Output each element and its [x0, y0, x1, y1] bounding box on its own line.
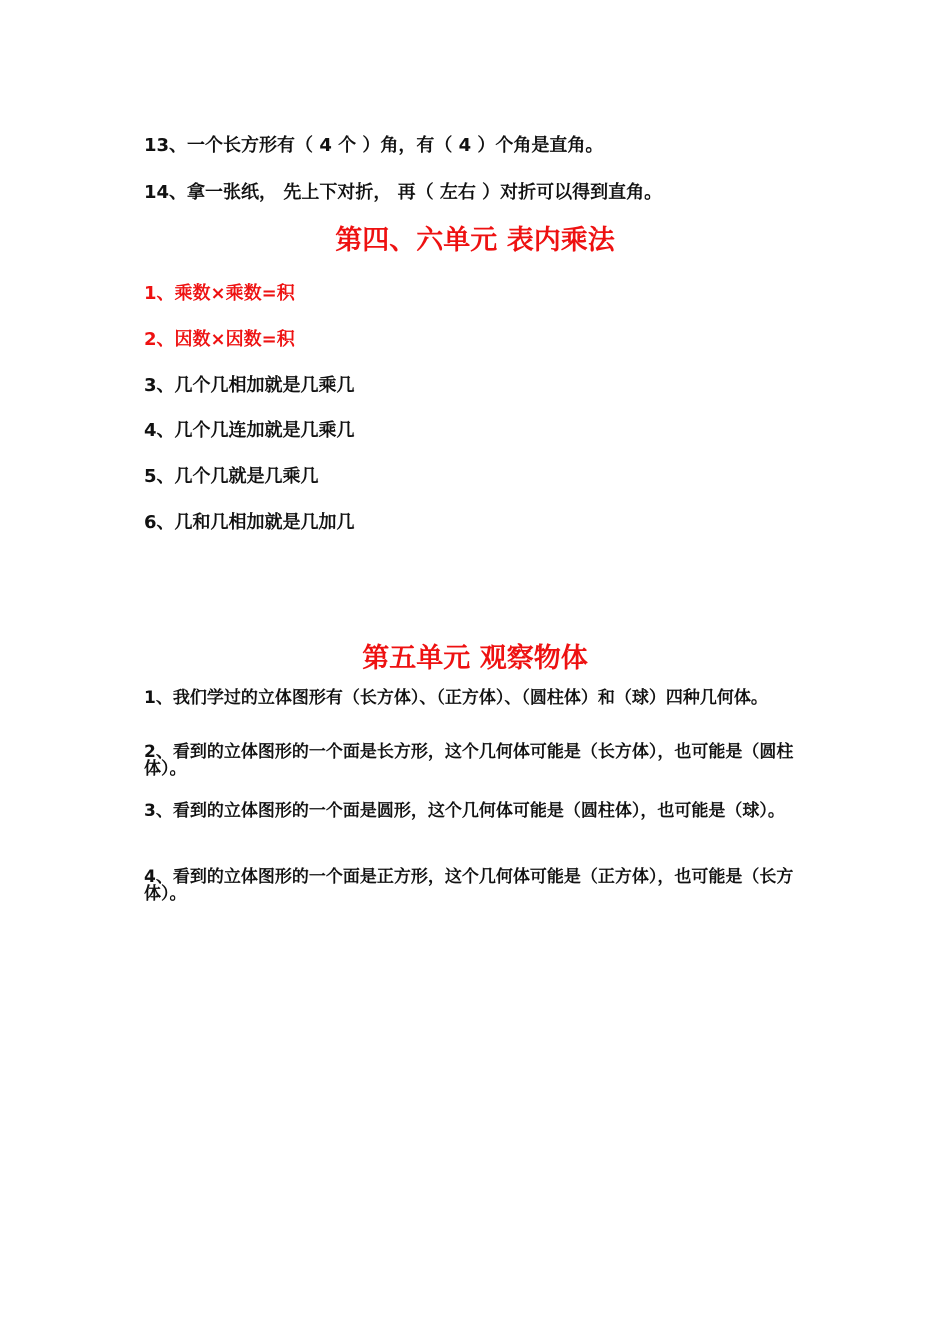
section5-title: 第五单元 观察物体: [362, 643, 588, 674]
section4-item-4: 4、几个几连加就是几乘几: [144, 420, 355, 441]
section5-item-4: 4、看到的立体图形的一个面是正方形，这个几何体可能是（正方体），也可能是（长方体）。: [144, 867, 794, 904]
section4-item-1: 1、乘数×乘数=积: [144, 283, 295, 304]
section5-item-2: 2、看到的立体图形的一个面是长方形，这个几何体可能是（长方体），也可能是（圆柱体）。: [144, 742, 794, 779]
section5-item-3: 3、看到的立体图形的一个面是圆形，这个几何体可能是（圆柱体），也可能是（球）。: [144, 801, 785, 821]
section5-item-1: 1、我们学过的立体图形有（长方体）、（正方体）、（圆柱体）和（球）四种几何体。: [144, 688, 768, 708]
section4-item-6: 6、几和几相加就是几加几: [144, 512, 355, 533]
section4-item-3: 3、几个几相加就是几乘几: [144, 375, 355, 396]
section4-item-5: 5、几个几就是几乘几: [144, 466, 319, 487]
section4-item-2: 2、因数×因数=积: [144, 329, 295, 350]
section4-title: 第四、六单元 表内乘法: [335, 225, 615, 256]
item-14: 14、拿一张纸， 先上下对折， 再（ 左右 ）对折可以得到直角。: [144, 182, 663, 203]
item-13: 13、一个长方形有（ 4 个 ）角，有（ 4 ）个角是直角。: [144, 135, 604, 156]
